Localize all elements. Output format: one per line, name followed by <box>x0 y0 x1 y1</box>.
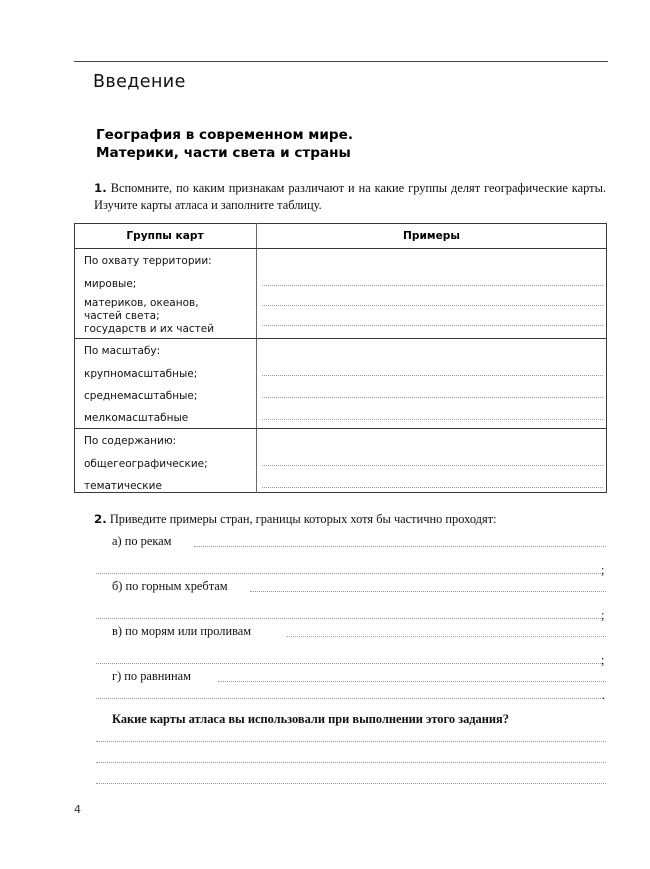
table-header-rule <box>74 248 607 249</box>
task-2-item-v-line-1[interactable] <box>287 636 606 637</box>
task-1 <box>94 180 606 213</box>
page-title: Введение <box>93 72 186 92</box>
task-2-item-g-label: г) по равнинам <box>112 669 192 683</box>
task-2-item-b-end-mark: ; <box>601 608 605 622</box>
table-column-divider <box>256 223 257 493</box>
task-1-number: 1. <box>94 181 107 195</box>
task-2-follow-up-question: Какие карты атласа вы использовали при выполнении этого задания? <box>112 712 509 726</box>
table-answer-line[interactable] <box>262 487 603 488</box>
follow-up-answer-line-3[interactable] <box>96 783 606 784</box>
task-2-item-b-line-1[interactable] <box>250 591 606 592</box>
table-answer-line[interactable] <box>262 397 603 398</box>
task-2-number: 2. <box>94 512 107 526</box>
task-2 <box>94 511 608 528</box>
task-2-item-v-end-mark: ; <box>601 653 605 667</box>
task-2-item-a-label: а) по рекам <box>112 534 172 548</box>
table-section-2-title: По масштабу: <box>84 345 161 357</box>
page-number: 4 <box>74 803 81 816</box>
table-section-3-title: По содержанию: <box>84 435 177 447</box>
table-header-groups: Группы карт <box>126 230 204 242</box>
table-answer-line[interactable] <box>262 419 603 420</box>
task-2-item-g-line-2[interactable] <box>96 698 603 699</box>
section-heading-line-2: Материки, части света и страны <box>96 145 351 161</box>
table-section-1-item-2: материков, океанов, <box>84 297 199 309</box>
task-2-item-a-end-mark: ; <box>601 563 605 577</box>
task-2-item-a-line-1[interactable] <box>194 546 606 547</box>
task-2-item-g-line-1[interactable] <box>218 681 606 682</box>
table-section-3-item-1: общегеографические; <box>84 458 208 470</box>
table-section-2-item-2: среднемасштабные; <box>84 390 198 402</box>
task-2-item-b-label: б) по горным хребтам <box>112 579 228 593</box>
follow-up-answer-line-2[interactable] <box>96 762 606 763</box>
table-section-2-item-1: крупномасштабные; <box>84 368 198 380</box>
table-answer-line[interactable] <box>262 375 603 376</box>
task-2-item-g-end-mark: . <box>602 688 606 702</box>
table-answer-line[interactable] <box>262 305 603 306</box>
task-2-item-a-line-2[interactable] <box>96 573 601 574</box>
table-answer-line[interactable] <box>262 285 603 286</box>
follow-up-answer-line-1[interactable] <box>96 741 606 742</box>
task-1-text: Вспомните, по каким признакам различают и на какие группы делят географические карты. Изучите карты атласа и заполните таблицу. <box>94 181 606 212</box>
table-section-3-item-2: тематические <box>84 480 162 492</box>
section-heading <box>96 126 596 162</box>
table-answer-line[interactable] <box>262 325 603 326</box>
table-section-2-item-3: мелкомасштабные <box>84 412 189 424</box>
table-section-rule <box>74 338 607 339</box>
task-2-item-v-line-2[interactable] <box>96 663 601 664</box>
table-section-1-item-1: мировые; <box>84 278 137 290</box>
header-divider <box>74 61 608 62</box>
task-2-item-b-line-2[interactable] <box>96 618 601 619</box>
table-section-1-title: По охвату территории: <box>84 255 212 267</box>
task-2-text: Приведите примеры стран, границы которых хотя бы частично проходят: <box>109 512 497 526</box>
task-2-item-v-label: в) по морям или проливам <box>112 624 252 638</box>
table-answer-line[interactable] <box>262 465 603 466</box>
table-section-1-item-3: частей света; <box>84 310 160 322</box>
table-section-rule <box>74 428 607 429</box>
table-header-examples: Примеры <box>403 230 460 242</box>
section-heading-line-1: География в современном мире. <box>96 127 354 143</box>
table-section-1-item-4: государств и их частей <box>84 323 215 335</box>
